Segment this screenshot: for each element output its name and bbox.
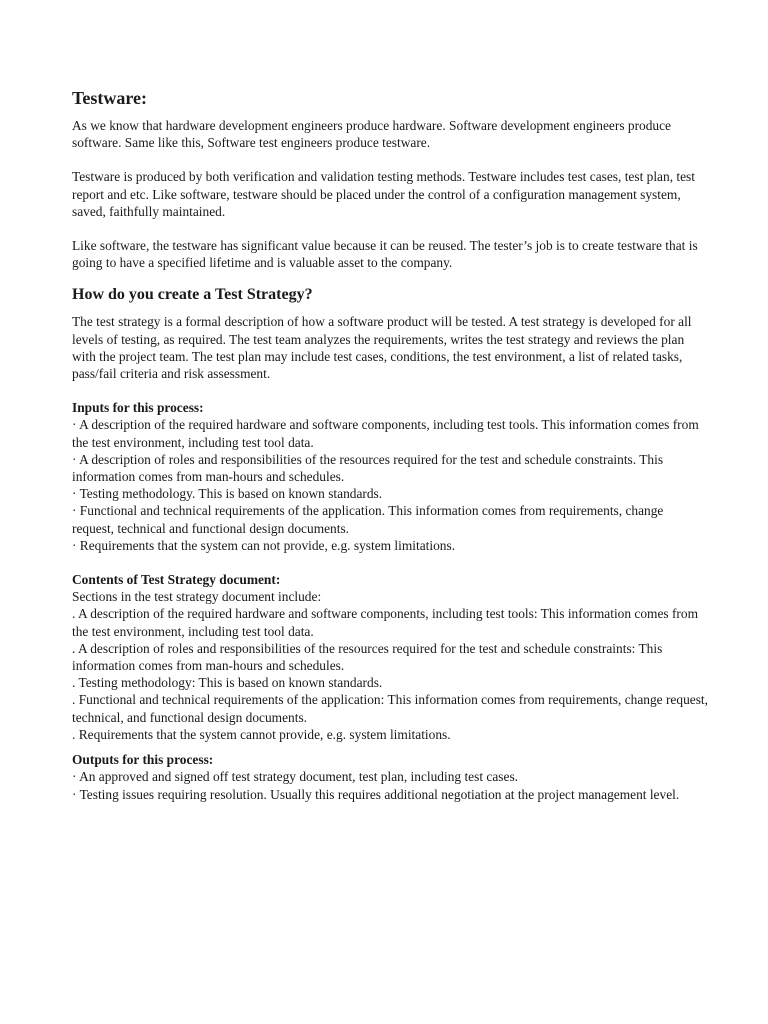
- outputs-item: · Testing issues requiring resolution. Usually this requires additional negotiation at the project management level.: [72, 786, 680, 802]
- testware-paragraph-2: Testware is produced by both verification and validation testing methods. Testware includes test cases, test plan, test report and etc. Like software, testware should be placed under the control of a configuration management system, saved, faithfully maintained.: [72, 169, 695, 219]
- outputs-item: · An approved and signed off test strategy document, test plan, including test cases.: [72, 769, 519, 785]
- strategy-intro: The test strategy is a formal description of how a software product will be tested. A test strategy is developed for all levels of testing, as required. The test team analyzes the requirements, writes the test strategy and reviews the plan with the project team. The test plan may include test cases, conditions, the test environment, a list of related tasks, pass/fail criteria and risk assessment.: [72, 314, 692, 382]
- inputs-item: · A description of roles and responsibilities of the resources required for the test and schedule constraints. This information comes from man-hours and schedules.: [72, 451, 664, 485]
- inputs-item: · Requirements that the system can not provide, e.g. system limitations.: [72, 537, 456, 553]
- outputs-section: [72, 751, 708, 803]
- testware-paragraph-3: Like software, the testware has significant value because it can be reused. The tester’s job is to create testware that is going to have a specified lifetime and is valuable asset to the company.: [72, 238, 698, 271]
- contents-title: Contents of Test Strategy document:: [72, 572, 281, 588]
- inputs-item: · A description of the required hardware and software components, including test tools. This information comes from the test environment, including test tool data.: [72, 417, 699, 450]
- outputs-title: Outputs for this process:: [72, 752, 214, 768]
- contents-item: . A description of the required hardware and software components, including test tools: This information comes from the test environment, including test tool data.: [72, 606, 698, 639]
- contents-section: [72, 571, 708, 743]
- contents-item: . Functional and technical requirements of the application: This information comes from requirements, change request, technical, and functional design documents.: [72, 692, 708, 725]
- contents-item: . Testing methodology: This is based on known standards.: [72, 675, 383, 691]
- inputs-item: · Testing methodology. This is based on known standards.: [72, 486, 383, 502]
- inputs-section: [72, 399, 708, 554]
- contents-item: . Requirements that the system cannot provide, e.g. system limitations.: [72, 726, 451, 742]
- testware-paragraph-1: As we know that hardware development engineers produce hardware. Software development engineers produce software. Same like this, Software test engineers produce testware.: [72, 118, 672, 151]
- testware-heading: Testware:: [72, 88, 147, 108]
- contents-lead: Sections in the test strategy document include:: [72, 589, 322, 605]
- inputs-item: · Functional and technical requirements of the application. This information comes from requirements, change request, technical and functional design documents.: [72, 503, 664, 536]
- inputs-title: Inputs for this process:: [72, 400, 204, 416]
- strategy-heading: How do you create a Test Strategy?: [72, 286, 313, 304]
- contents-item: . A description of roles and responsibilities of the resources required for the test and schedule constraints: This information comes from man-hours and schedules.: [72, 640, 663, 674]
